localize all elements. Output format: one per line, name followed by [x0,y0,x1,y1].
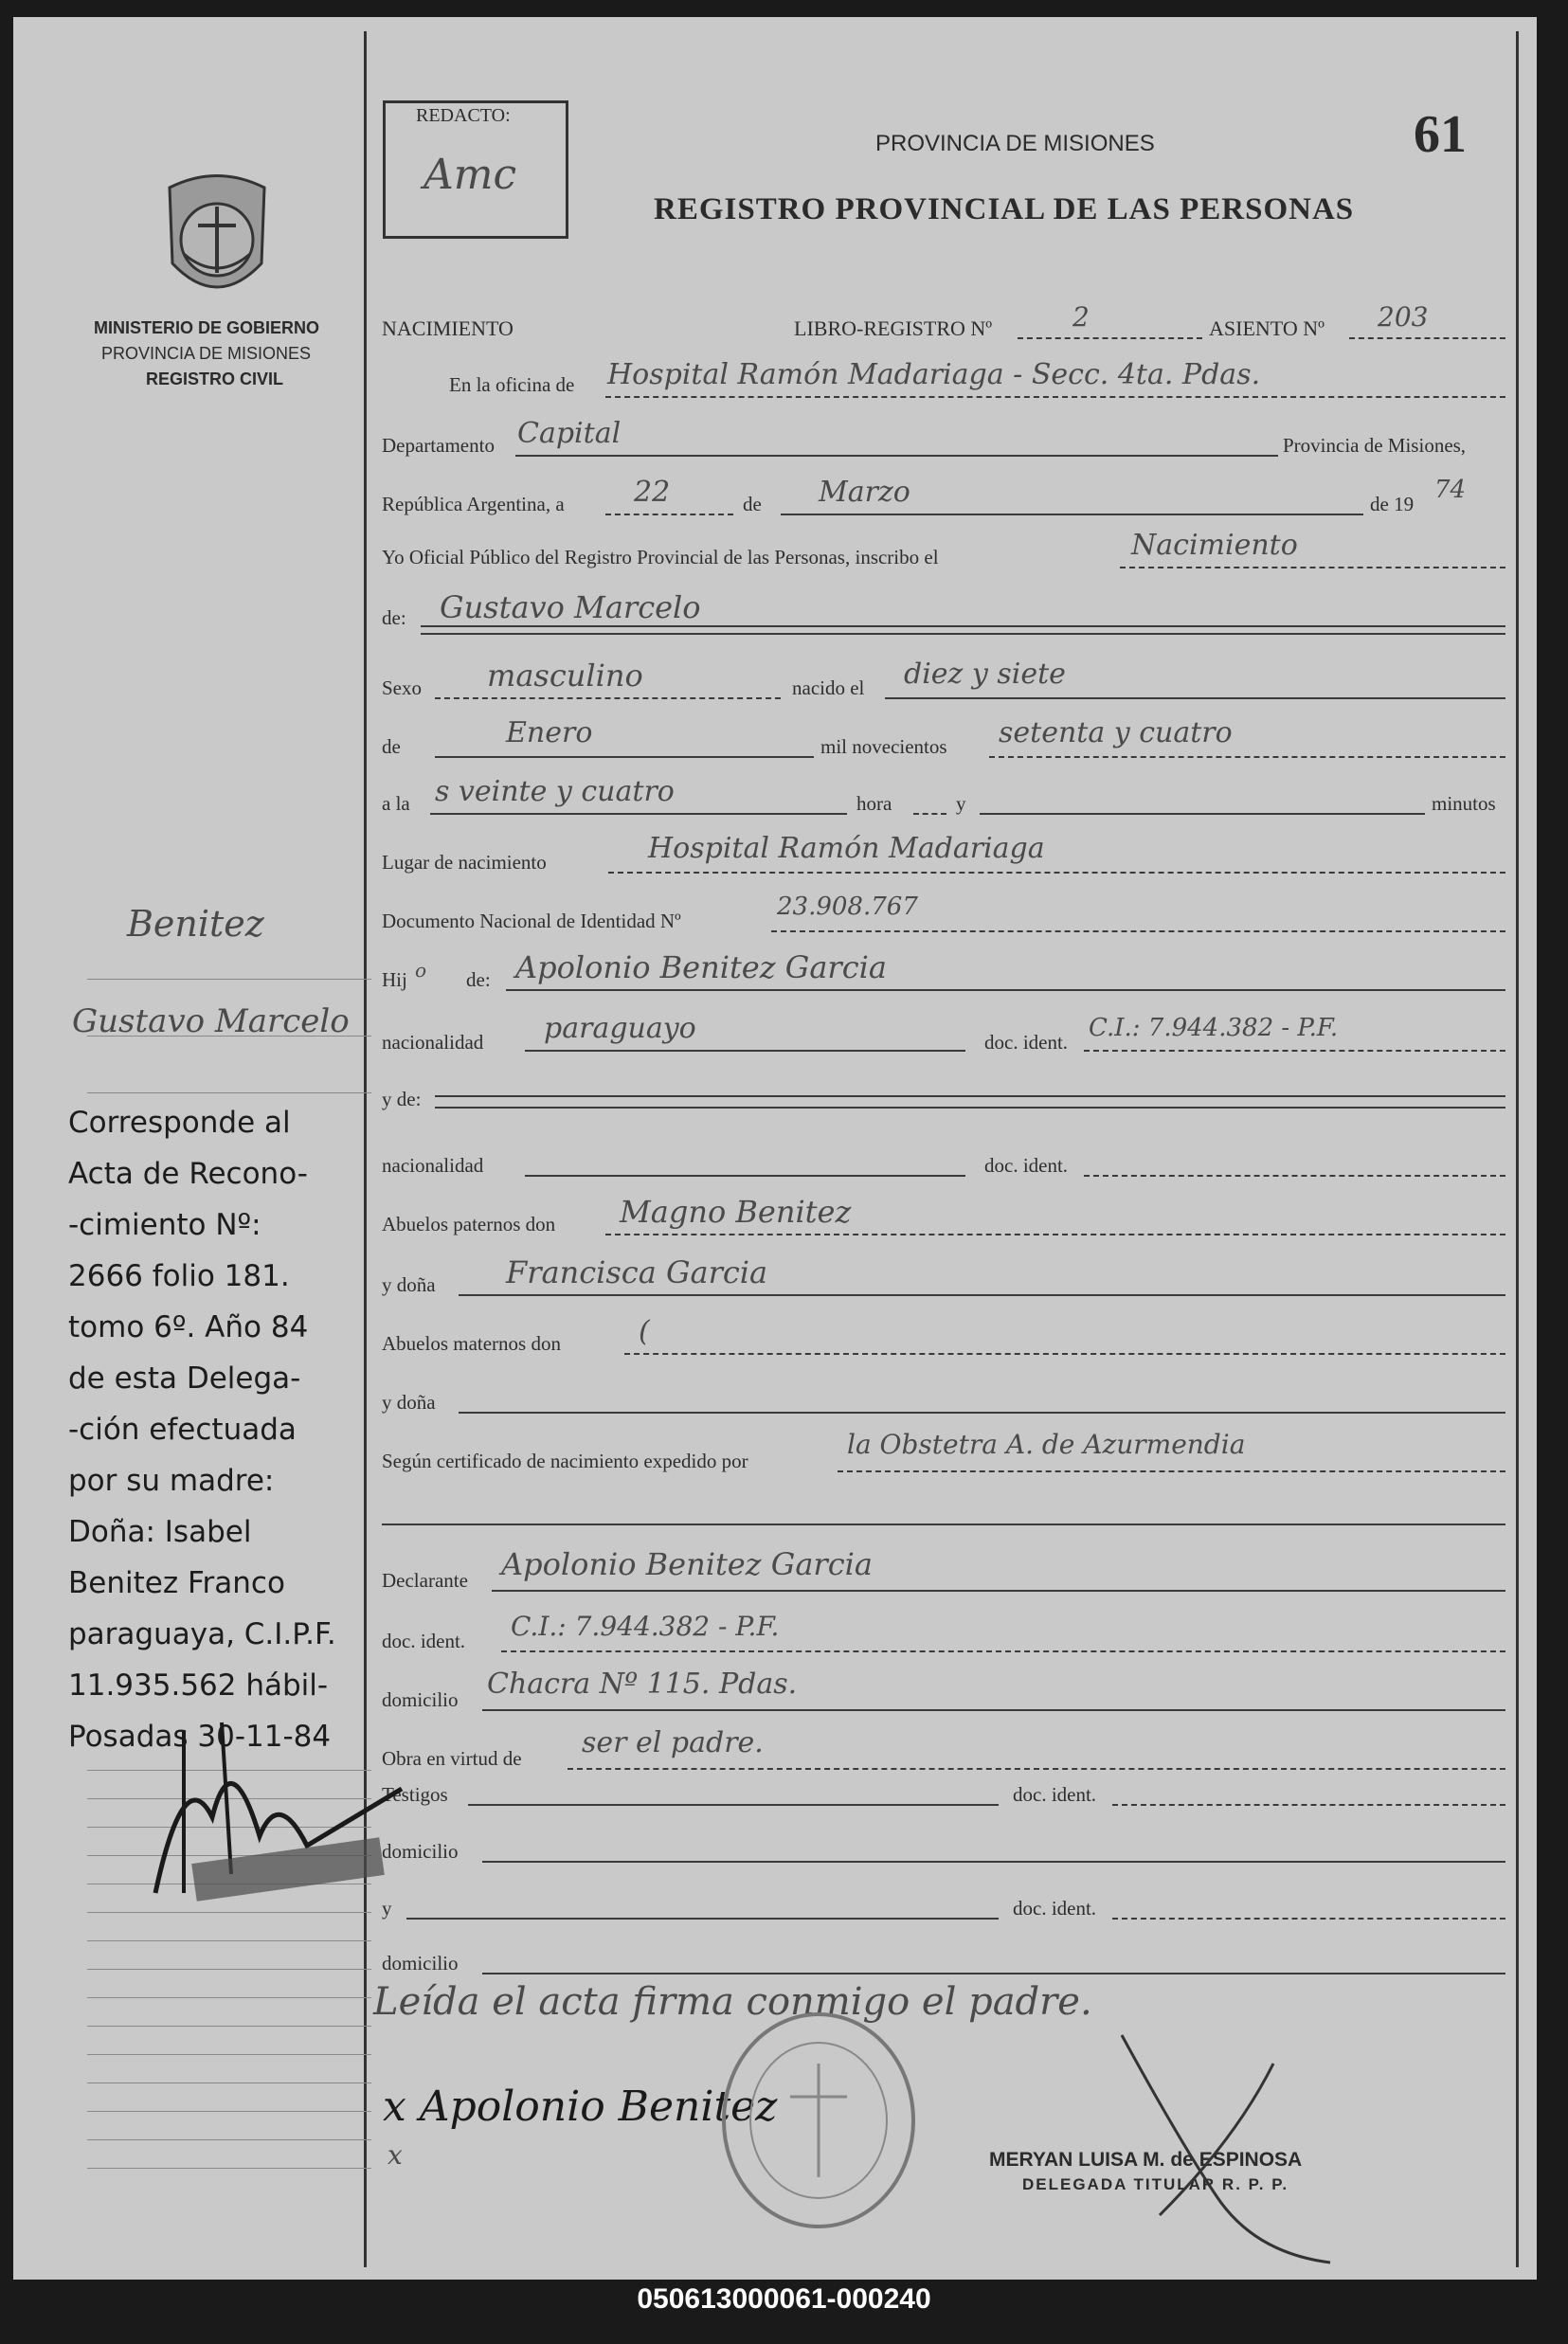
margin-note-line: Corresponde al [68,1106,291,1140]
hora-label: hora [856,792,892,815]
republica-label: República Argentina, a [382,493,565,515]
margin-note-line: Doña: Isabel [68,1515,252,1549]
certificado-label: Según certificado de nacimiento expedido por [382,1450,748,1472]
oficina-value: Hospital Ramón Madariaga - Secc. 4ta. Pdas. [607,358,1261,391]
ydona2-label: y doña [382,1391,436,1414]
margin-given-names: Gustavo Marcelo [72,1002,350,1040]
lugar-label: Lugar de nacimiento [382,851,547,874]
obra-label: Obra en virtud de [382,1747,522,1770]
coat-of-arms-icon [155,169,279,311]
dni-value: 23.908.767 [777,893,918,921]
sexo-value: masculino [487,658,643,694]
domicilio3-label: domicilio [382,1952,459,1974]
hijo-de-label: de: [466,968,491,991]
de3-label: de [382,735,401,758]
ministry-line3: REGISTRO CIVIL [146,370,284,388]
doc-ident3-label: doc. ident. [382,1630,466,1652]
de-label: de [743,493,762,515]
nacido-value: diez y siete [904,658,1066,691]
margin-note-line: paraguaya, C.I.P.F. [68,1617,336,1651]
libro-value: 2 [1072,301,1090,333]
nacionalidad-value: paraguayo [544,1012,696,1045]
domicilio-value: Chacra Nº 115. Pdas. [487,1668,798,1701]
doc-ident-label: doc. ident. [984,1031,1069,1054]
doc-ident3-value: C.I.: 7.944.382 - P.F. [511,1611,780,1642]
minutos-label: minutos [1432,792,1496,815]
y2-label: y [382,1897,392,1920]
redacto-box [383,100,568,239]
registry-page [13,17,1537,2280]
leida-text: Leída el acta firma conmigo el padre. [373,1980,1092,2024]
nacionalidad2-label: nacionalidad [382,1154,484,1177]
oficial-label: Yo Oficial Público del Registro Provincial de las Personas, inscribo el [382,546,939,568]
domicilio2-label: domicilio [382,1840,459,1863]
testigos-label: Testigos [382,1783,448,1806]
ydona-label: y doña [382,1273,436,1296]
margin-note-line: 2666 folio 181. [68,1259,290,1293]
departamento-value: Capital [517,417,622,450]
de2-label: de: [382,606,406,629]
province-header: PROVINCIA DE MISIONES [875,131,1155,156]
x-mark: x [387,2139,403,2171]
margin-note-line: Posadas 30-11-84 [68,1720,332,1754]
declarante-label: Declarante [382,1569,468,1592]
abuelos-mat-label: Abuelos maternos don [382,1332,561,1355]
redacto-initials: Amc [424,151,517,199]
doc-ident4-label: doc. ident. [1013,1783,1097,1806]
ministry-line1: MINISTERIO DE GOBIERNO [94,318,320,337]
padre-value: Apolonio Benitez Garcia [515,949,887,985]
abuelo-pat-value: Magno Benitez [620,1194,852,1230]
nacido-label: nacido el [792,676,865,699]
redacto-label: REDACTO: [416,105,511,126]
obra-value: ser el padre. [582,1726,764,1759]
doc-ident5-label: doc. ident. [1013,1897,1097,1920]
mes-nac-value: Enero [506,716,593,749]
right-border [1516,31,1519,2267]
anio-nac-value: setenta y cuatro [999,716,1233,749]
declarant-signature: x Apolonio Benitez [383,2083,778,2131]
nacionalidad-label: nacionalidad [382,1031,484,1054]
doc-ident-value: C.I.: 7.944.382 - P.F. [1089,1014,1339,1042]
doc-ident2-label: doc. ident. [984,1154,1069,1177]
year-value: 74 [1434,476,1467,504]
year-label: de 19 [1370,493,1415,515]
official-title: DELEGADA TITULAR R. P. P. [1022,2175,1289,2193]
registry-title: REGISTRO PROVINCIAL DE LAS PERSONAS [654,192,1355,226]
month-value: Marzo [819,476,910,509]
abuelos-pat-label: Abuelos paternos don [382,1213,556,1235]
margin-note-line: -cimiento Nº: [68,1208,261,1242]
certificado-value: la Obstetra A. de Azurmendia [847,1429,1246,1460]
nacimiento-label: NACIMIENTO [382,316,514,340]
ala-label: a la [382,792,410,815]
margin-note-line: Benitez Franco [68,1566,285,1600]
asiento-label: ASIENTO Nº [1209,316,1325,340]
nombre-value: Gustavo Marcelo [440,589,701,625]
declarante-value: Apolonio Benitez Garcia [501,1546,873,1582]
oficial-value: Nacimiento [1131,529,1298,562]
departamento-label: Departamento [382,434,495,457]
document-code: 050613000061-000240 [637,2283,931,2315]
provincia-label: Provincia de Misiones, [1283,434,1467,457]
lugar-value: Hospital Ramón Madariaga [648,832,1045,865]
dni-label: Documento Nacional de Identidad Nº [382,910,681,932]
hijo-label: Hij [382,968,407,991]
official-signature-icon [1103,2026,1387,2272]
asiento-value: 203 [1378,301,1429,333]
hijo-suffix: o [415,959,427,982]
margin-note-line: tomo 6º. Año 84 [68,1310,309,1344]
day-value: 22 [634,476,671,509]
margin-surname: Benitez [127,903,264,945]
y-label: y [956,792,966,815]
abuela-pat-value: Francisca Garcia [506,1254,768,1290]
official-seal-icon [714,2007,923,2234]
margin-note [68,1097,371,1762]
oficina-label: En la oficina de [449,373,575,396]
margin-note-line: -ción efectuada [68,1413,297,1447]
official-name: MERYAN LUISA M. de ESPINOSA [989,2149,1303,2171]
margin-note-line: de esta Delega- [68,1361,301,1396]
hora-value: s veinte y cuatro [435,775,675,808]
yde-label: y de: [382,1088,422,1110]
page-number: 61 [1414,105,1467,164]
mil-label: mil novecientos [820,735,947,758]
ministry-line2: PROVINCIA DE MISIONES [101,344,312,363]
margin-note-line: Acta de Recono- [68,1157,308,1191]
abuelo-mat-value: ( [639,1315,650,1348]
sexo-label: Sexo [382,676,422,699]
margin-note-line: por su madre: [68,1464,275,1498]
domicilio-label: domicilio [382,1688,459,1711]
margin-note-line: 11.935.562 hábil- [68,1668,329,1703]
libro-label: LIBRO-REGISTRO Nº [794,316,993,340]
